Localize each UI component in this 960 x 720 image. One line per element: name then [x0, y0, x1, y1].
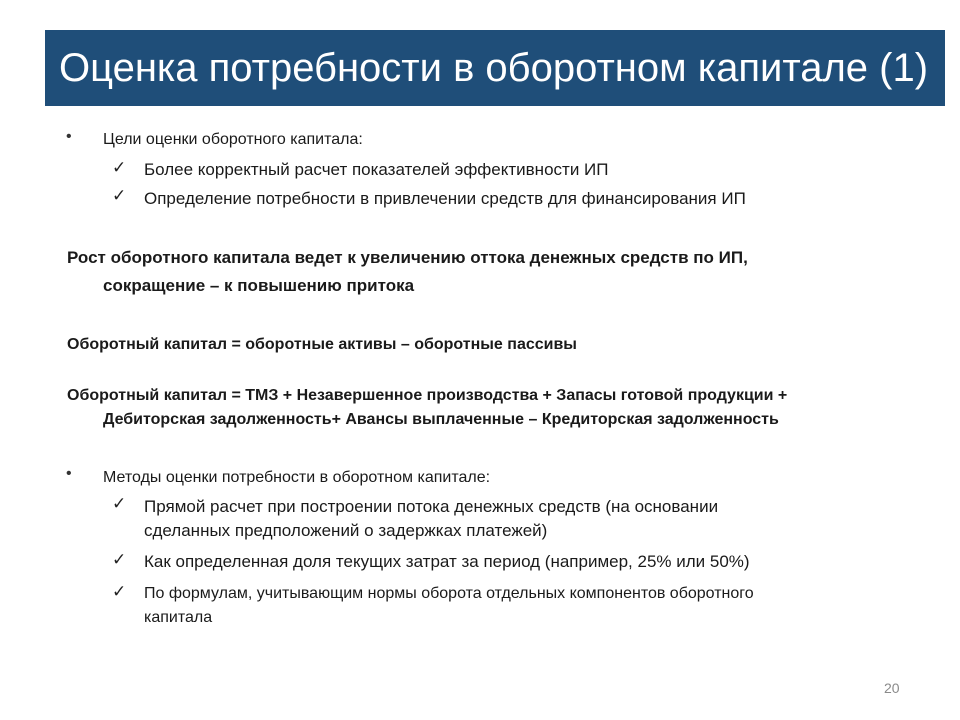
page-number: 20	[884, 680, 900, 696]
check-icon: ✓	[112, 158, 127, 178]
formula-detailed-line1: Оборотный капитал = ТМЗ + Незавершенное производства + Запасы готовой продукции +	[67, 387, 788, 404]
method-item-line1: Прямой расчет при построении потока денежных средств (на основании	[144, 497, 719, 516]
slide-title: Оценка потребности в оборотном капитале (1)	[59, 45, 929, 90]
growth-statement-line2: сокращение – к повышению притока	[103, 276, 415, 295]
formula-simple: Оборотный капитал = оборотные активы – оборотные пассивы	[67, 336, 577, 353]
check-icon: ✓	[112, 494, 127, 514]
title-bar	[45, 30, 945, 106]
method-item-line2: капитала	[144, 609, 213, 626]
goal-item: Определение потребности в привлечении средств для финансирования ИП	[144, 189, 746, 208]
bullet-icon: •	[66, 465, 72, 482]
method-item-line1: Как определенная доля текущих затрат за период (например, 25% или 50%)	[144, 552, 750, 571]
method-item-line2: сделанных предположений о задержках платежей)	[144, 521, 548, 540]
bullet-icon: •	[66, 128, 72, 145]
check-icon: ✓	[112, 550, 127, 570]
formula-detailed-line2: Дебиторская задолженность+ Авансы выплаченные – Кредиторская задолженность	[103, 411, 779, 428]
goals-heading: Цели оценки оборотного капитала:	[103, 131, 363, 148]
check-icon: ✓	[112, 582, 127, 602]
goal-item: Более корректный расчет показателей эффективности ИП	[144, 160, 609, 179]
methods-heading: Методы оценки потребности в оборотном капитале:	[103, 469, 491, 486]
method-item-line1: По формулам, учитывающим нормы оборота отдельных компонентов оборотного	[144, 585, 754, 602]
growth-statement-line1: Рост оборотного капитала ведет к увеличению оттока денежных средств по ИП,	[67, 248, 748, 267]
check-icon: ✓	[112, 186, 127, 206]
